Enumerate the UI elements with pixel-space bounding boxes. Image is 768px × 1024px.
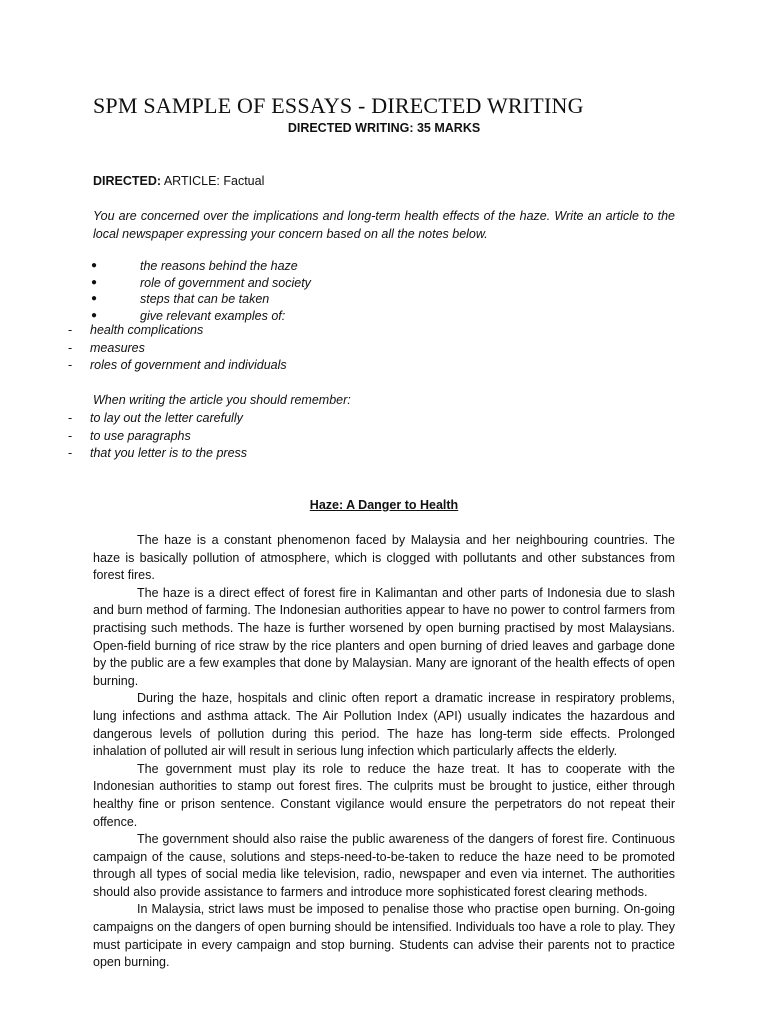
bullet-icon: ● — [91, 309, 98, 321]
list-item: ● the reasons behind the haze — [91, 259, 298, 273]
list-item: - health complications — [0, 322, 768, 340]
list-item: - to use paragraphs — [0, 428, 768, 446]
reminder-intro: When writing the article you should remember: — [93, 393, 351, 407]
list-item: - measures — [0, 340, 768, 358]
dash-icon: - — [68, 340, 73, 355]
notes-bullet-list — [0, 258, 768, 324]
dash-icon: - — [68, 323, 73, 337]
bullet-icon: ● — [91, 260, 98, 271]
article-paragraph: During the haze, hospitals and clinic often report a dramatic increase in respiratory problems, lung infections and asthma attack. The Air Pollution Index (API) usually indicates the hazardous and dangerous levels of pollution during this period. The haze has long-term side effects. Prolonged inhalation of polluted air will result in serious lung infection which particularly affects the elderly. — [93, 691, 675, 759]
list-item: - to lay out the letter carefully — [0, 410, 768, 428]
directed-value: ARTICLE: Factual — [161, 174, 265, 188]
bullet-icon: ● — [91, 293, 98, 304]
dash-icon: - — [68, 428, 73, 443]
article-paragraph: The haze is a direct effect of forest fire in Kalimantan and other parts of Indonesia due to slash and burn method of farming. The Indonesian authorities appear to have no power to control farmers from practising such methods. The haze is further worsened by open burning practised by most Malaysians. Open-field burning of rice straw by the rice planters and open burning of dried leaves and garbage done by the public are a few examples that done by Malaysian. Many are ignorant of the health effects of open burning. — [93, 585, 675, 688]
list-item: - that you letter is to the press — [0, 445, 768, 463]
dash-icon: - — [68, 358, 73, 372]
article-body — [93, 532, 675, 972]
page-subtitle: DIRECTED WRITING: 35 MARKS — [287, 121, 481, 135]
bullet-icon: ● — [91, 276, 98, 288]
article-paragraph: The haze is a constant phenomenon faced by Malaysia and her neighbouring countries. The haze is basically pollution of atmosphere, which is clogged with pollutants and other substances from forest fires. — [93, 533, 675, 583]
list-item: ● steps that can be taken — [91, 292, 270, 306]
directed-line — [93, 173, 264, 189]
article-paragraph: The government should also raise the public awareness of the dangers of forest fire. Continuous campaign of the cause, solutions and steps-need-to-be-taken to reduce the haze need to be promoted through all types of social media like television, radio, newspaper and even via internet. The authorities should also provide assistance to farmers and introduce more sophisticated forest clearing methods. — [93, 832, 675, 899]
article-title: Haze: A Danger to Health — [309, 498, 459, 512]
page-title: SPM SAMPLE OF ESSAYS - DIRECTED WRITING — [93, 93, 584, 118]
reminders-list — [0, 410, 768, 463]
dash-icon: - — [68, 411, 73, 425]
article-paragraph: In Malaysia, strict laws must be imposed to penalise those who practise open burning. On-going campaigns on the dangers of open burning should be intensified. Individuals too have a role to play. They must participate in every campaign and stop burning. Students can advise their parents not to practice open burning. — [93, 902, 675, 970]
list-item: ● give relevant examples of: — [91, 308, 286, 323]
list-item: - roles of government and individuals — [0, 357, 768, 375]
dash-icon: - — [68, 446, 73, 460]
directed-label: DIRECTED: — [93, 174, 162, 188]
article-paragraph: The government must play its role to reduce the haze treat. It has to cooperate with the Indonesian authorities to stamp out forest fires. The culprits must be brought to justice, either through healthy fine or prison sentence. Constant vigilance would ensure the perpetrators do not repeat their offence. — [93, 761, 675, 829]
task-instructions: You are concerned over the implications and long-term health effects of the haze. Write an article to the local newspaper expressing your concern based on all the notes below. — [93, 209, 675, 241]
examples-list — [0, 322, 768, 375]
list-item: ● role of government and society — [91, 275, 311, 290]
